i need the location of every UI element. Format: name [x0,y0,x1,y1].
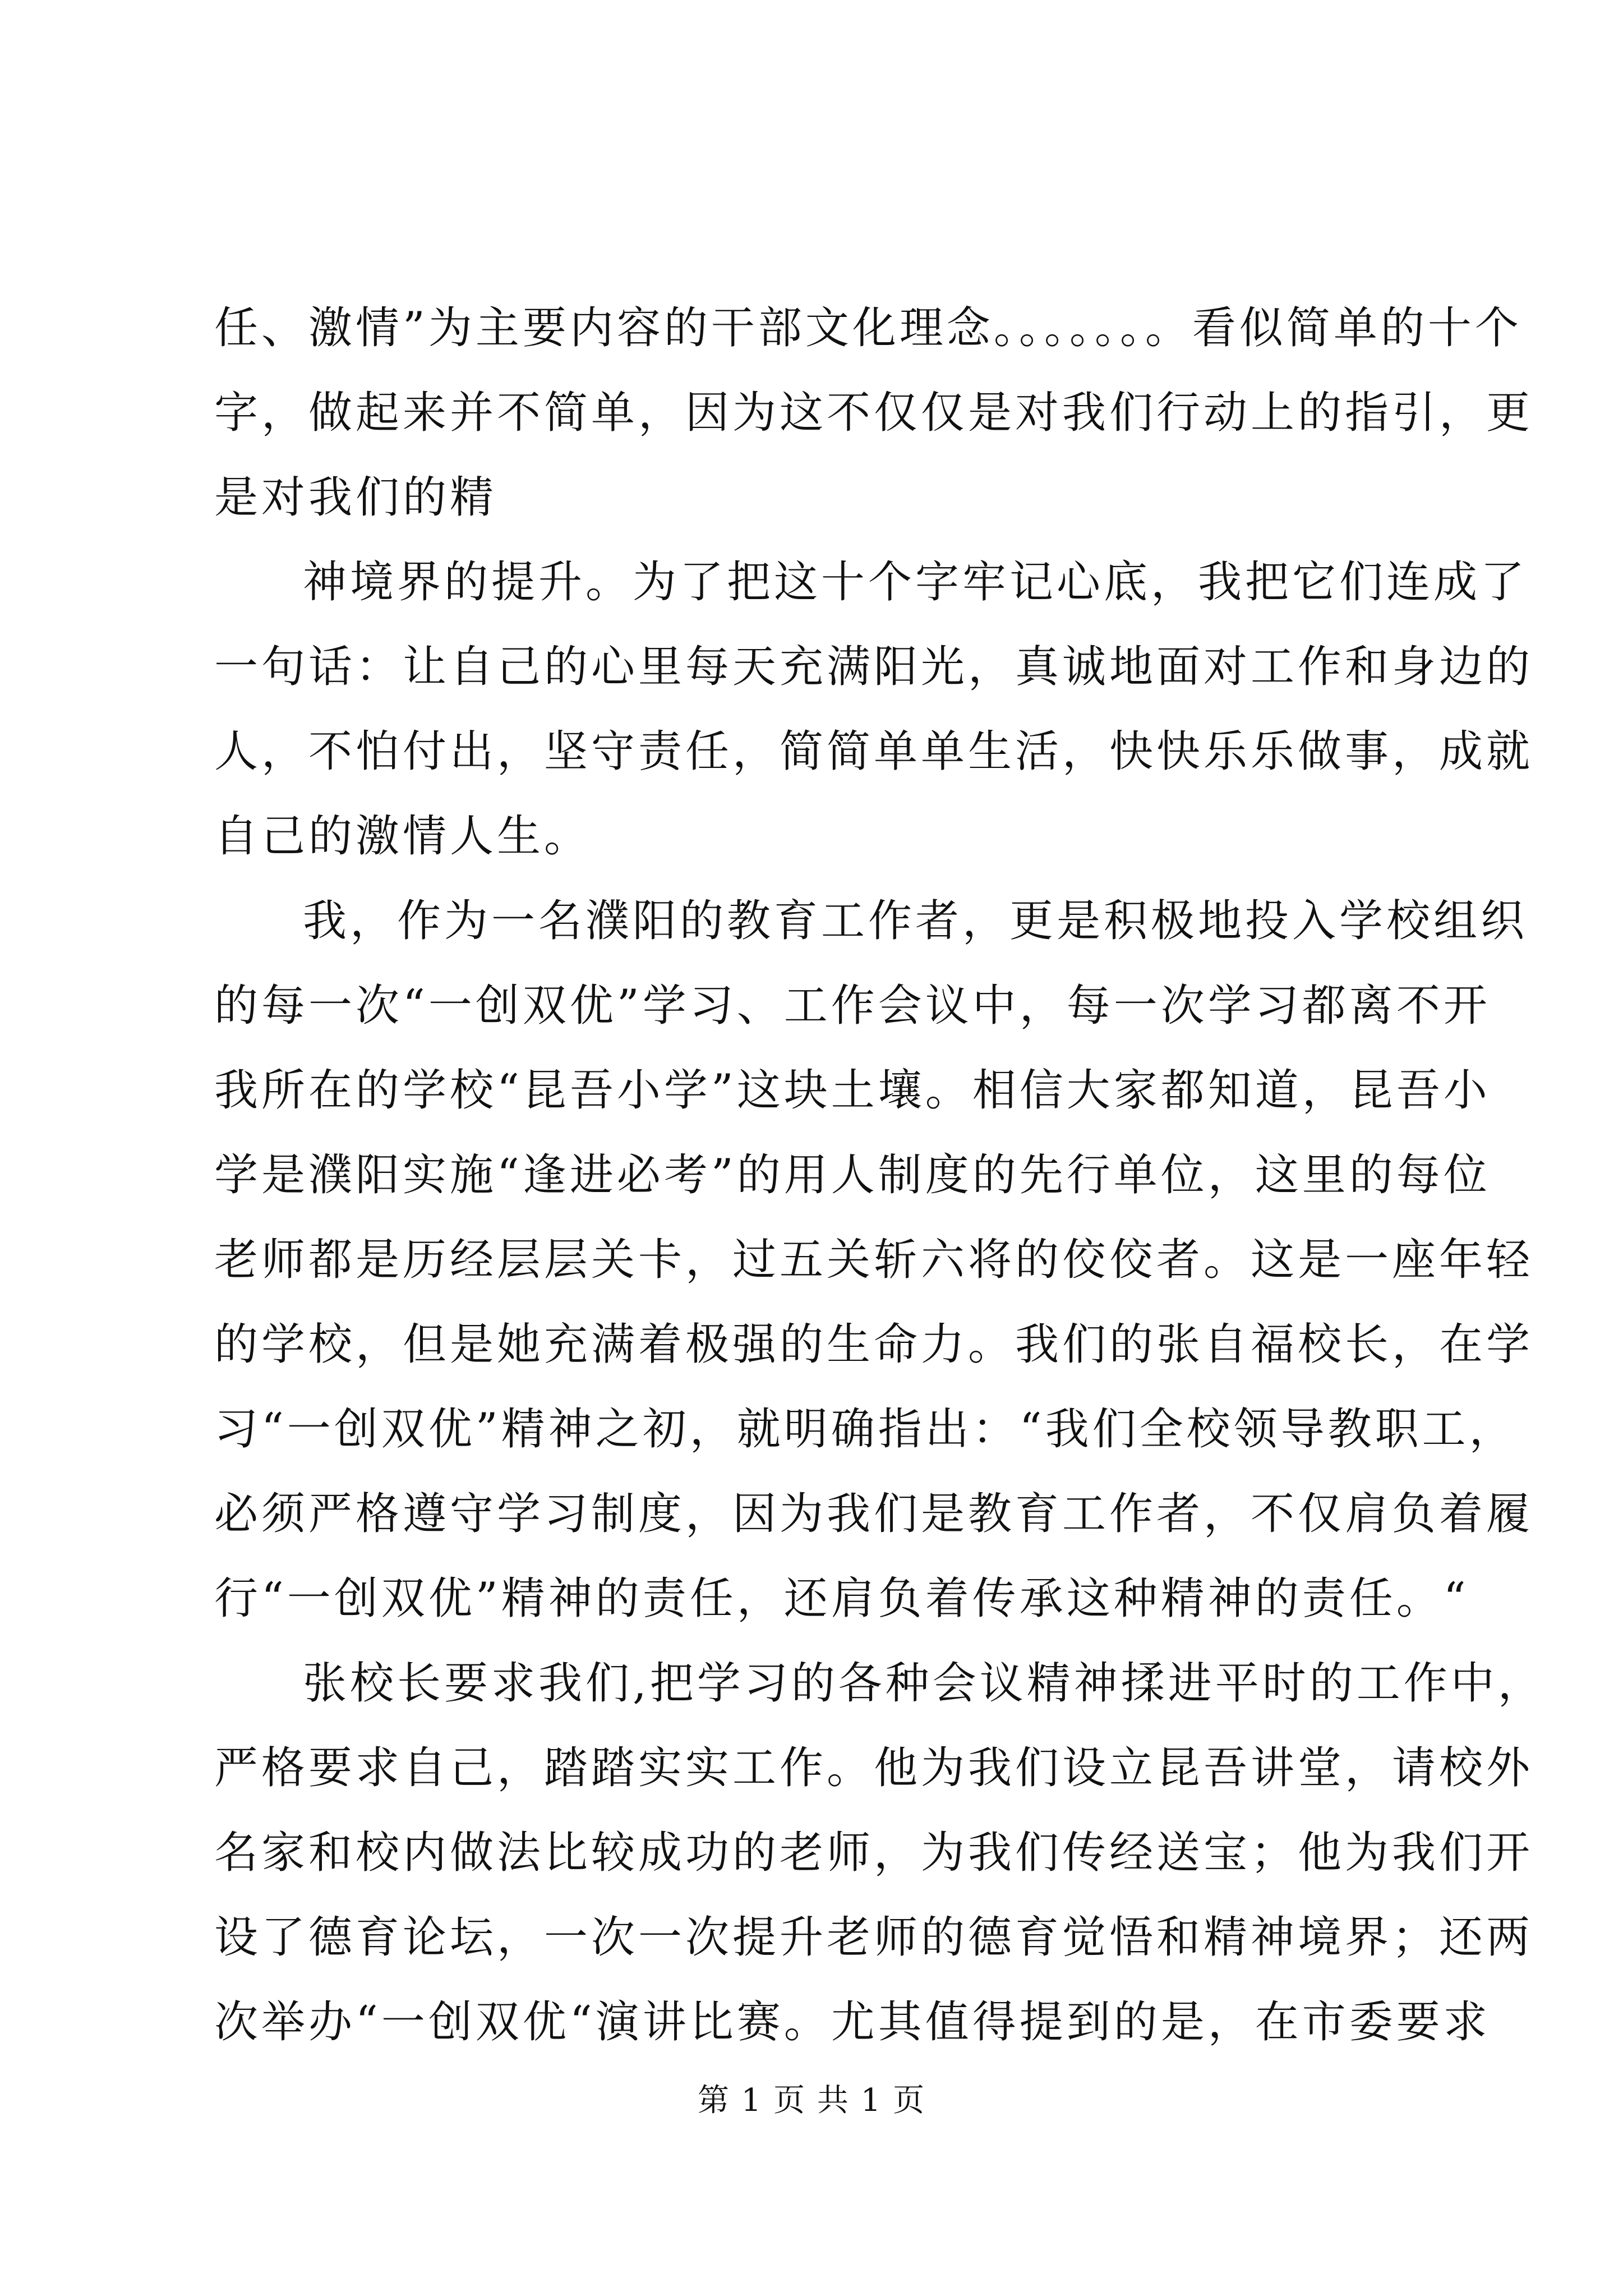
text-line: 一句话：让自己的心里每天充满阳光，真诚地面对工作和身边的 [214,642,1534,692]
paragraph-4 [214,1641,1545,2065]
text-line: 名家和校内做法比较成功的老师，为我们传经送宝；他为我们开 [214,1828,1534,1878]
text-line: 人，不怕付出，坚守责任，简简单单生活，快快乐乐做事，成就 [214,726,1534,777]
text-line: 自己的激情人生。 [214,811,592,862]
text-line: 神境界的提升。为了把这十个字牢记心底，我把它们连成了 [303,557,1528,608]
text-line: 是对我们的精 [214,472,497,523]
text-line: 次举办“一创双优“演讲比赛。尤其值得提到的是，在市委要求 [214,1997,1491,2047]
text-line: 设了德育论坛，一次一次提升老师的德育觉悟和精神境界；还两 [214,1912,1534,1963]
page-footer [0,2078,1623,2123]
text-line: 的每一次“一创双优”学习、工作会议中，每一次学习都离不开 [214,981,1491,1031]
text-line: 我所在的学校“昆吾小学”这块土壤。相信大家都知道，昆吾小 [214,1065,1491,1116]
text-line: 严格要求自己，踏踏实实工作。他为我们设立昆吾讲堂，请校外 [214,1743,1534,1793]
paragraph-2 [214,540,1534,879]
paragraph-1 [214,286,1534,540]
text-line: 行“一创双优”精神的责任，还肩负着传承这种精神的责任。“ [214,1573,1469,1624]
text-line: 老师都是历经层层关卡，过五关斩六将的佼佼者。这是一座年轻 [214,1235,1534,1285]
paragraph-3 [214,879,1534,1641]
text-line: 我，作为一名濮阳的教育工作者，更是积极地投入学校组织 [303,896,1528,946]
page-number: 第 1 页 共 1 页 [697,2082,926,2119]
text-line: 学是濮阳实施“逢进必考”的用人制度的先行单位，这里的每位 [214,1150,1491,1200]
text-line: 字，做起来并不简单，因为这不仅仅是对我们行动上的指引，更 [214,388,1534,438]
text-line: 任、激情”为主要内容的干部文化理念。。。。。。。看似简单的十个 [214,303,1522,353]
text-line: 张校长要求我们,把学习的各种会议精神揉进平时的工作中， [303,1658,1545,1709]
text-line: 必须严格遵守学习制度，因为我们是教育工作者，不仅肩负着履 [214,1489,1534,1539]
document-body [214,286,1545,2065]
text-line: 的学校，但是她充满着极强的生命力。我们的张自福校长，在学 [214,1319,1534,1370]
text-line: 习“一创双优”精神之初，就明确指出：“我们全校领导教职工， [214,1404,1516,1455]
